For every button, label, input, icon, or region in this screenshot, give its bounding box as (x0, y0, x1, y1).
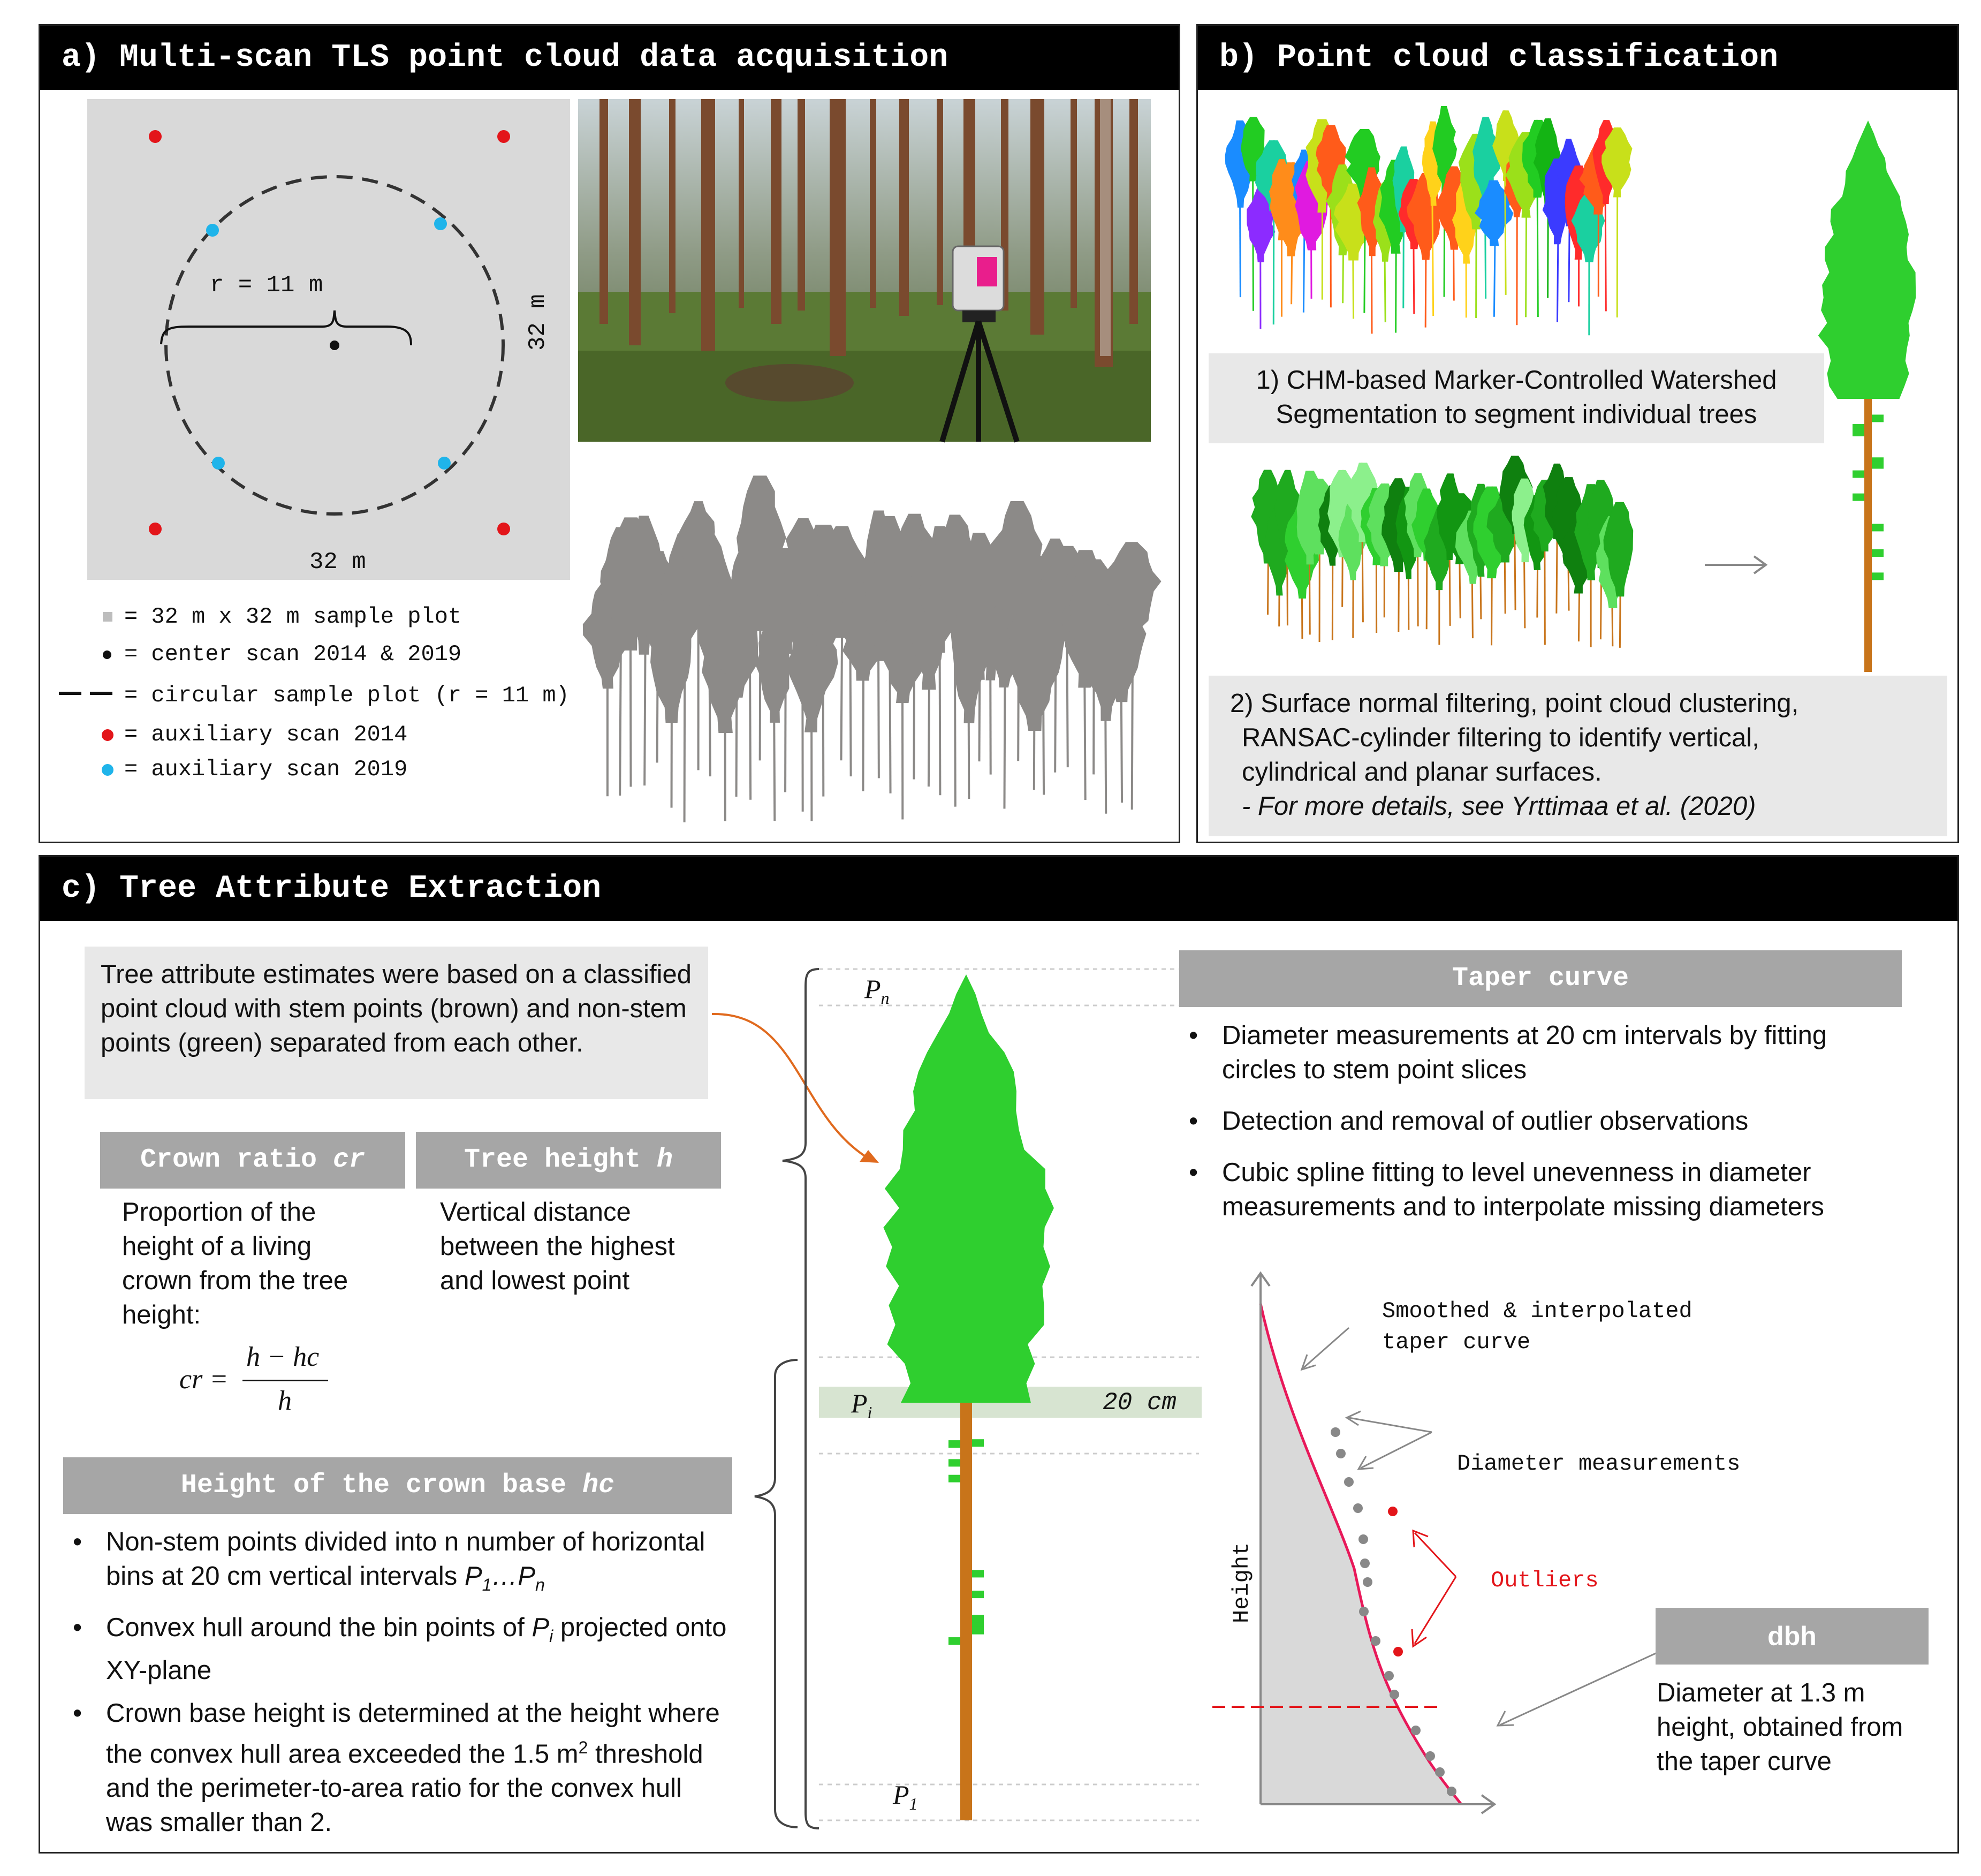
crown-base-bullet-1: • Non-stem points divided into n number of horizontal bins at 20 cm vertical intervals $P_1\dots P_n$ (63, 1525, 732, 1602)
step2-box (1209, 676, 1947, 836)
label-outliers: Outliers (1491, 1568, 1599, 1593)
tree-height-text: Vertical distance between the highest and lowest point (440, 1198, 675, 1295)
single-classified-tree (1809, 120, 1938, 672)
legend-swatch-blue-dot (102, 764, 113, 776)
bin-label-top: $P_n$ (864, 974, 890, 1008)
legend-item: = auxiliary scan 2019 (124, 757, 408, 782)
tree-crown (1818, 120, 1916, 399)
aux-scan-2014-dot (497, 523, 510, 535)
taper-bullet-3: • Cubic spline fitting to level unevenness in diameter measurements and to interpolate missing diameters (1179, 1155, 1896, 1224)
bin-label-mid: $P_i$ (851, 1388, 872, 1422)
legend-swatch-dash (59, 691, 118, 696)
aux-scan-2019-dot (206, 224, 219, 237)
center-scan-dot (330, 341, 339, 350)
step2-line1: 2) Surface normal filtering, point cloud clustering, (1230, 689, 1799, 718)
step1-line2: Segmentation to segment individual trees (1276, 400, 1757, 429)
gray-point-cloud (594, 460, 1156, 835)
crown-ratio-text: Proportion of the height of a living crown from the tree height: (122, 1198, 348, 1329)
aux-scan-2019-dot (438, 457, 451, 470)
legend-item: = circular sample plot (r = 11 m) (124, 683, 570, 708)
step1-box (1209, 353, 1824, 443)
side-label-bottom: 32 m (309, 549, 366, 576)
step2-line3: cylindrical and planar surfaces. (1242, 758, 1602, 786)
intro-box (85, 947, 708, 1099)
outlier-point (1393, 1647, 1403, 1656)
formula-denominator: h (278, 1386, 292, 1416)
step2-line4: - For more details, see Yrttimaa et al. (2020) (1242, 792, 1756, 821)
aux-scan-2014-dot (149, 523, 162, 535)
outlier-point (1388, 1507, 1398, 1516)
tree-height-header: Tree height h (416, 1132, 721, 1189)
legend-swatch-dot (103, 650, 111, 659)
taper-bullet-1: • Diameter measurements at 20 cm intervals by fitting circles to stem point slices (1179, 1018, 1896, 1087)
label-diameter-measurements: Diameter measurements (1457, 1451, 1741, 1477)
formula-bar (242, 1380, 328, 1381)
plot-diagram (87, 99, 570, 580)
formula-numerator: h − hc (246, 1342, 320, 1372)
legend-item: = 32 m x 32 m sample plot (124, 604, 462, 630)
dbh-header: dbh (1656, 1608, 1929, 1665)
radius-brace (161, 311, 411, 345)
bin-width-label: 20 cm (1103, 1389, 1177, 1417)
bin-label-bottom: $P_1$ (893, 1780, 918, 1813)
aux-scan-2014-dot (497, 130, 510, 143)
label-smoothed-curve: Smoothed & interpolated (1382, 1298, 1692, 1324)
legend-swatch-square (103, 612, 112, 622)
intro-text: Tree attribute estimates were based on a classified point cloud with stem points (brown) and non-stem points (green) separated from each other. (101, 960, 692, 1057)
radius-label: r = 11 m (210, 272, 323, 299)
panel-c-title: c) Tree Attribute Extraction (40, 857, 1957, 921)
classified-trees (1258, 444, 1633, 659)
taper-curve-header: Taper curve (1179, 950, 1902, 1007)
formula-lhs: cr = (179, 1364, 229, 1395)
aux-scan-2019-dot (434, 217, 447, 230)
aux-scan-2014-dot (149, 130, 162, 143)
crown-ratio-symbol: cr (333, 1145, 366, 1175)
forest-photo (578, 99, 1151, 442)
crown-base-bullet-2: • Convex hull around the bin points of $P_i$ projected onto XY-plane (63, 1610, 732, 1688)
aux-scan-2019-dot (212, 457, 225, 470)
dbh-text: Diameter at 1.3 m height, obtained from the taper curve (1657, 1678, 1903, 1776)
tree-height-symbol: h (657, 1145, 673, 1175)
label-smoothed-curve-2: taper curve (1382, 1329, 1531, 1355)
crown-ratio-header: Crown ratio cr (100, 1132, 405, 1189)
taper-area (1261, 1304, 1461, 1804)
tree-crown (883, 974, 1054, 1403)
crown-base-header: Height of the crown base hc (63, 1457, 732, 1514)
label-height-axis: Height (1229, 1542, 1255, 1623)
step2-line2: RANSAC-cylinder filtering to identify vertical, (1242, 723, 1759, 752)
taper-bullet-2: • Detection and removal of outlier observations (1179, 1104, 1896, 1138)
crown-base-symbol: hc (582, 1470, 615, 1501)
legend-swatch-red-dot (102, 729, 113, 741)
segmented-trees (1231, 102, 1633, 348)
legend-item: = center scan 2014 & 2019 (124, 641, 462, 667)
classified-tree-c (867, 974, 1071, 1820)
legend-item: = auxiliary scan 2014 (124, 722, 408, 747)
right-arrow (1705, 554, 1769, 576)
step1-line1: 1) CHM-based Marker-Controlled Watershed (1256, 366, 1777, 395)
panel-a-title: a) Multi-scan TLS point cloud data acquisition (40, 26, 1179, 90)
tree-height-brace (781, 969, 819, 1678)
crown-base-bullet-3: • Crown base height is determined at the height where the convex hull area exceeded the 1.5 $m^2$ threshold and the perimeter-to-area ratio for the convex hull was smaller than 2. (63, 1696, 732, 1840)
side-label-right: 32 m (525, 294, 551, 351)
panel-b-title: b) Point cloud classification (1198, 26, 1957, 90)
